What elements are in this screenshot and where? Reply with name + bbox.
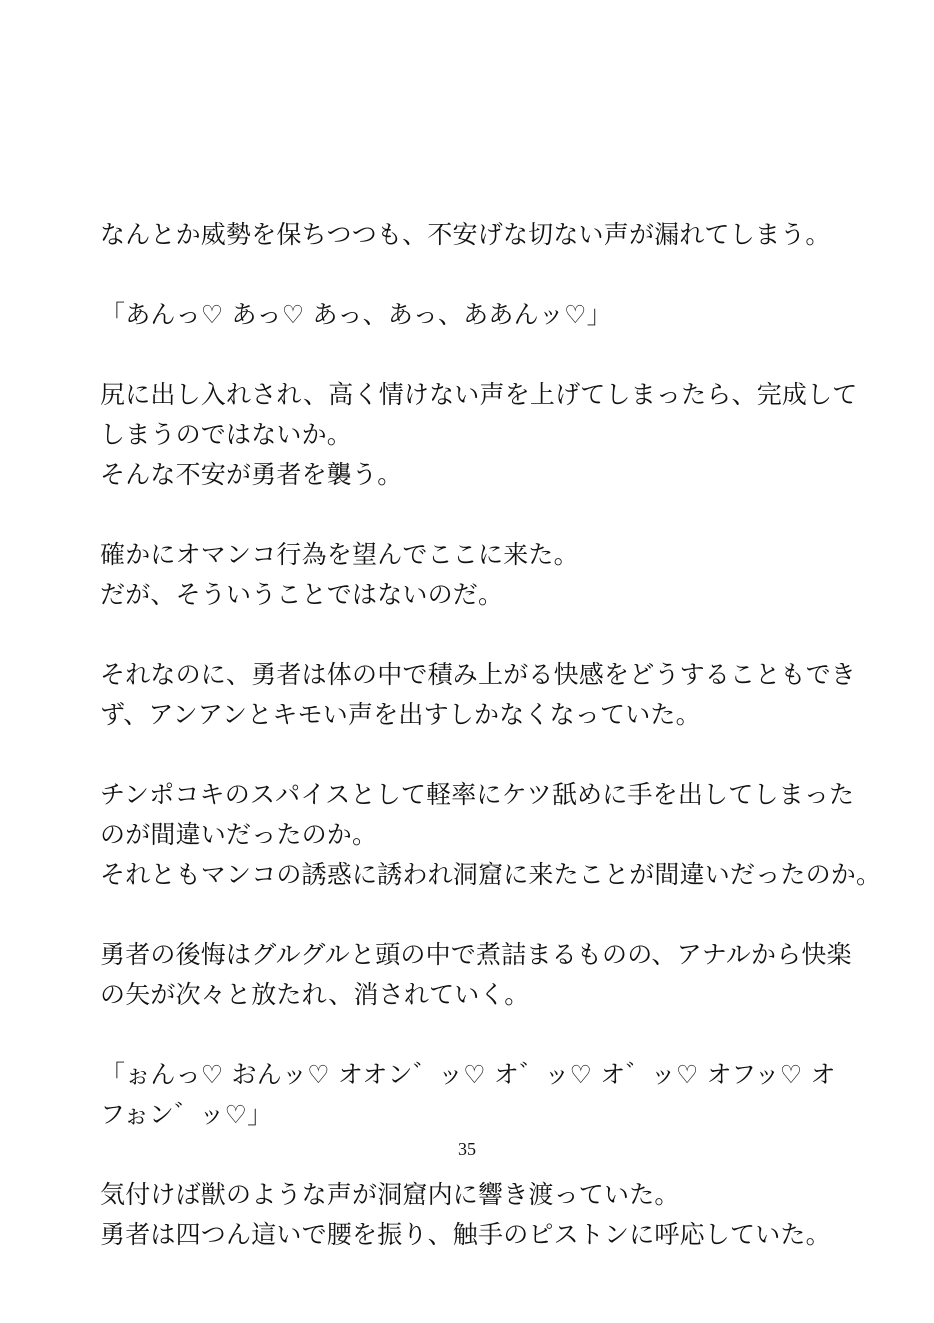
- paragraph-gap: [100, 1015, 880, 1055]
- text-line: 確かにオマンコ行為を望んでここに来た。: [100, 540, 579, 569]
- text-line: それなのに、勇者は体の中で積み上がる快感をどうすることもでき: [100, 660, 857, 689]
- text-line: しまうのではないか。: [100, 420, 353, 449]
- text-line: 「ぉんっ♡ おんッ♡ オオン゛ッ♡ オ゛ッ♡ オ゛ッ♡ オフッ♡ オ: [100, 1060, 836, 1089]
- text-line: の矢が次々と放たれ、消されていく。: [100, 980, 530, 1009]
- text-line: のが間違いだったのか。: [100, 820, 378, 849]
- text-line: 尻に出し入れされ、高く情けない声を上げてしまったら、完成して: [100, 380, 858, 409]
- paragraph-gap: [100, 615, 880, 655]
- body-text: [100, 215, 880, 1255]
- text-line: 勇者の後悔はグルグルと頭の中で煮詰まるものの、アナルから快楽: [100, 940, 852, 969]
- text-line: ず、アンアンとキモい声を出すしかなくなっていた。: [100, 700, 701, 729]
- text-line: それともマンコの誘惑に誘われ洞窟に来たことが間違いだったのか。: [100, 860, 882, 889]
- text-line: チンポコキのスパイスとして軽率にケツ舐めに手を出してしまった: [100, 780, 855, 809]
- text-line: フぉン゛ッ♡」: [100, 1100, 273, 1129]
- paragraph-gap: [100, 255, 880, 295]
- paragraph-gap: [100, 495, 880, 535]
- text-line: だが、そういうことではないのだ。: [100, 580, 504, 609]
- page-number: 35: [458, 1139, 476, 1159]
- paragraph-gap: [100, 335, 880, 375]
- text-line: 勇者は四つん這いで腰を振り、触手のピストンに呼応していた。: [100, 1220, 831, 1249]
- text-line: なんとか威勢を保ちつつも、不安げな切ない声が漏れてしまう。: [100, 220, 831, 249]
- text-line: 気付けば獣のような声が洞窟内に響き渡っていた。: [100, 1180, 680, 1209]
- paragraph-gap: [100, 735, 880, 775]
- paragraph-gap: [100, 895, 880, 935]
- text-line: 「あんっ♡ あっ♡ あっ、あっ、ああんッ♡」: [100, 300, 612, 329]
- text-line: そんな不安が勇者を襲う。: [100, 460, 403, 489]
